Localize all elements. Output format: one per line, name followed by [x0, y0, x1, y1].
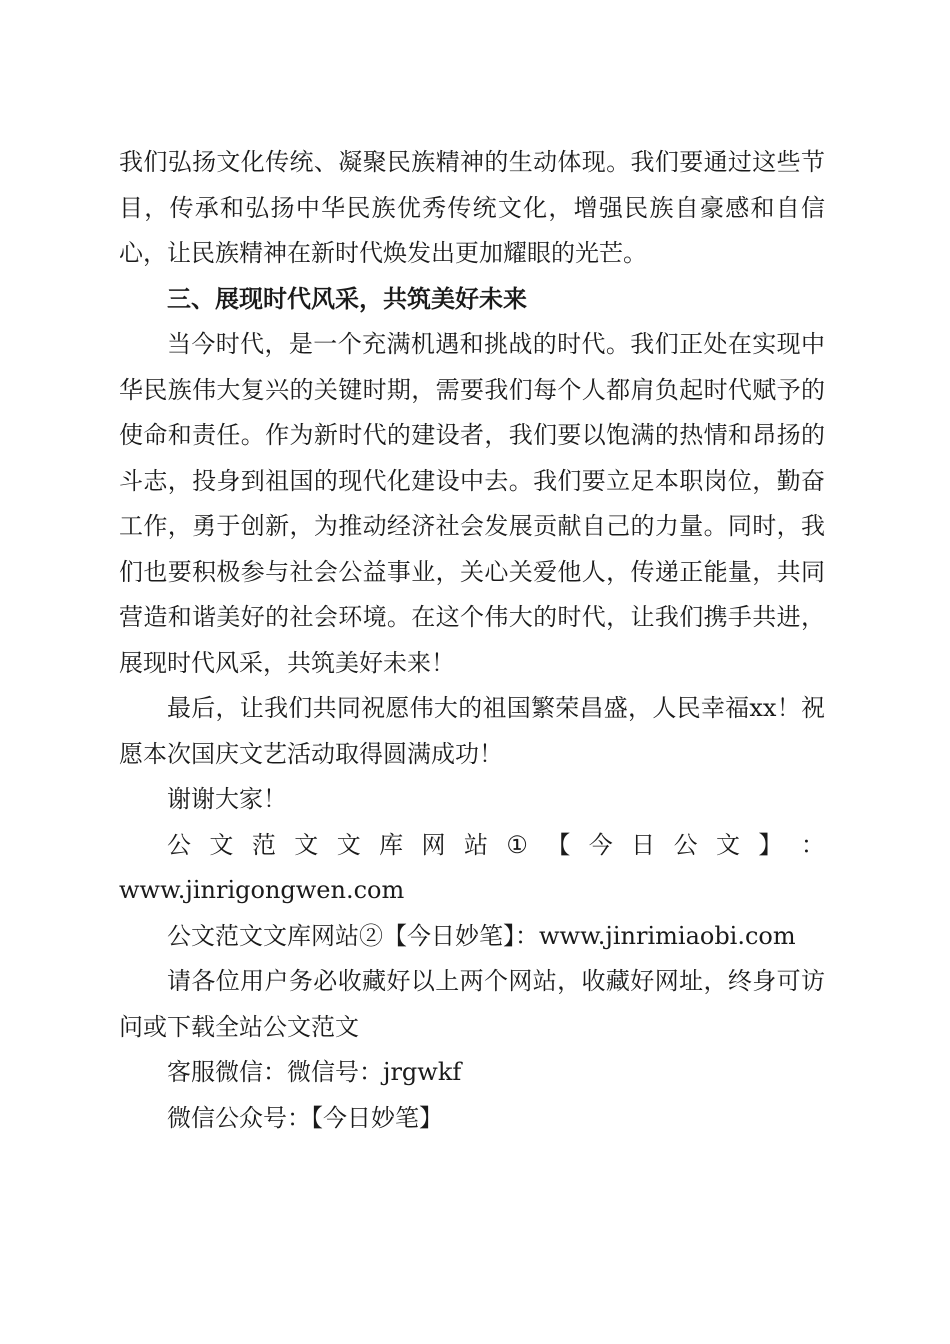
website-one-char: 公 [167, 830, 191, 859]
paragraph-thanks: 谢谢大家！ [167, 785, 287, 813]
website-one-url[interactable]: www.jinrigongwen.com [119, 876, 405, 904]
wechat-official-account: 微信公众号：【今日妙笔】 [167, 1103, 443, 1132]
website-one-char: 文 [209, 830, 234, 859]
website-two-line: 公文范文文库网站②【今日妙笔】：www.jinrimiaobi.com [167, 921, 796, 950]
website-one-char: ① [506, 830, 528, 859]
customer-service-wechat: 客服微信：微信号：jrgwkf [167, 1058, 462, 1086]
website-one-char: 文 [294, 830, 319, 859]
website-one-label [119, 823, 825, 869]
document-page [119, 140, 825, 1141]
bookmark-notice: 请各位用户务必收藏好以上两个网站，收藏好网址，终身可访问或下载全站公文范文 [119, 967, 825, 1041]
website-one-char: ： [800, 830, 825, 859]
section-heading-three: 三、展现时代风采，共筑美好未来 [167, 284, 527, 313]
website-one-line [119, 823, 825, 914]
website-one-char: 日 [631, 830, 656, 859]
website-one-char: 公 [673, 830, 698, 859]
website-one-char: 库 [379, 830, 404, 859]
website-one-char: 范 [251, 830, 276, 859]
website-one-char: 站 [463, 830, 488, 859]
website-one-char: 网 [421, 830, 446, 859]
paragraph-closing-wish: 最后，让我们共同祝愿伟大的祖国繁荣昌盛，人民幸福xx！祝愿本次国庆文艺活动取得圆满成功！ [119, 694, 825, 768]
website-one-char: 】 [758, 830, 783, 859]
website-one-char: 今 [588, 830, 613, 859]
paragraph-era: 当今时代，是一个充满机遇和挑战的时代。我们正处在实现中华民族伟大复兴的关键时期，需要我们每个人都肩负起时代赋予的使命和责任。作为新时代的建设者，我们要以饱满的热情和昂扬的斗志，投身到祖国的现代化建设中去。我们要立足本职岗位，勤奋工作，勇于创新，为推动经济社会发展贡献自己的力量。同时，我们也要积极参与社会公益事业，关心关爱他人，传递正能量，共同营造和谐美好的社会环境。在这个伟大的时代，让我们携手共进，展现时代风采，共筑美好未来！ [119, 330, 825, 677]
website-one-char: 文 [716, 830, 740, 859]
website-one-char: 【 [546, 830, 571, 859]
paragraph-culture: 我们弘扬文化传统、凝聚民族精神的生动体现。我们要通过这些节目，传承和弘扬中华民族优秀传统文化，增强民族自豪感和自信心，让民族精神在新时代焕发出更加耀眼的光芒。 [119, 148, 825, 267]
website-one-char: 文 [336, 830, 361, 859]
